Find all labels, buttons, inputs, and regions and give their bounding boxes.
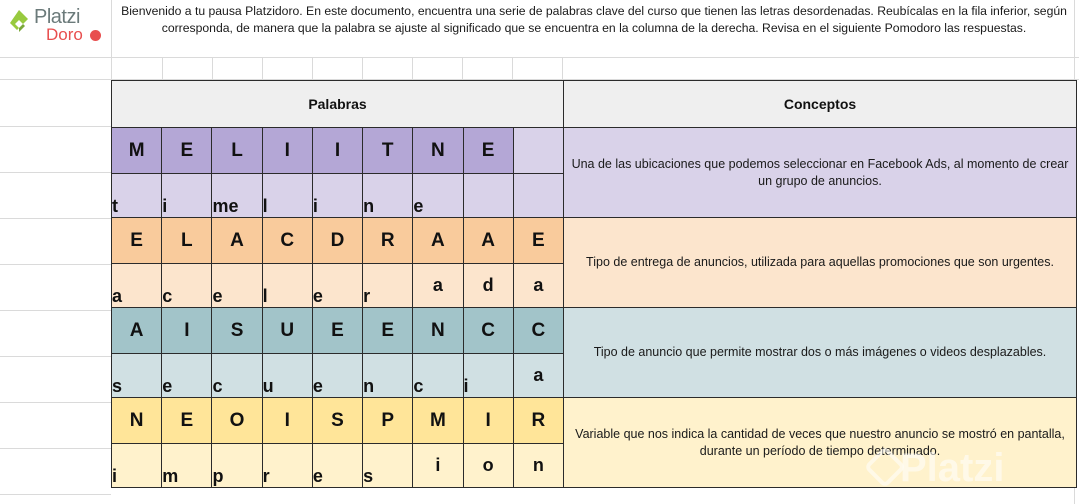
solution-letter-cell[interactable]: i bbox=[312, 174, 362, 218]
solution-letter-cell[interactable]: e bbox=[413, 174, 463, 218]
solution-letter-cell[interactable]: i bbox=[162, 174, 212, 218]
scrambled-letter-cell[interactable]: E bbox=[162, 128, 212, 174]
solution-letter-cell[interactable]: c bbox=[413, 354, 463, 398]
scrambled-letter-cell[interactable]: M bbox=[413, 398, 463, 444]
solution-letter-cell[interactable]: l bbox=[262, 174, 312, 218]
header-palabras: Palabras bbox=[112, 81, 564, 128]
concept-cell[interactable]: Tipo de entrega de anuncios, utilizada para aquellas promociones que son urgentes. bbox=[564, 218, 1077, 308]
scrambled-letter-cell[interactable]: N bbox=[413, 128, 463, 174]
concept-cell[interactable]: Variable que nos indica la cantidad de veces que nuestro anuncio se mostró en pantalla, durante un período de tiempo determinado. bbox=[564, 398, 1077, 488]
header-conceptos: Conceptos bbox=[564, 81, 1077, 128]
scrambled-letter-cell[interactable]: E bbox=[513, 218, 563, 264]
scrambled-row bbox=[112, 128, 1077, 174]
scrambled-letter-cell[interactable]: D bbox=[312, 218, 362, 264]
scrambled-letter-cell[interactable]: E bbox=[112, 218, 162, 264]
scrambled-letter-cell[interactable] bbox=[513, 128, 563, 174]
scrambled-letter-cell[interactable]: S bbox=[312, 398, 362, 444]
solution-letter-cell[interactable]: a bbox=[513, 264, 563, 308]
solution-letter-cell[interactable]: i bbox=[463, 354, 513, 398]
solution-letter-cell[interactable]: s bbox=[363, 444, 413, 488]
scrambled-letter-cell[interactable]: A bbox=[112, 308, 162, 354]
solution-letter-cell[interactable]: a bbox=[112, 264, 162, 308]
scrambled-letter-cell[interactable]: E bbox=[463, 128, 513, 174]
tomato-icon bbox=[90, 30, 101, 41]
instructions-text: Bienvenido a tu pausa Platzidoro. En este documento, encuentra una serie de palabras clave del curso que tienen las letras desordenadas. Reubícalas en la fila inferior, según corresponda, de manera que la palabra se ajuste al significado que se encuentra en la columna de la derecha. Revisa en el siguiente Pomodoro las respuestas. bbox=[121, 4, 1067, 35]
scrambled-letter-cell[interactable]: I bbox=[312, 128, 362, 174]
solution-letter-cell[interactable]: o bbox=[463, 444, 513, 488]
scrambled-letter-cell[interactable]: M bbox=[112, 128, 162, 174]
scrambled-letter-cell[interactable]: P bbox=[363, 398, 413, 444]
scrambled-letter-cell[interactable]: E bbox=[162, 398, 212, 444]
scrambled-letter-cell[interactable]: R bbox=[363, 218, 413, 264]
scrambled-letter-cell[interactable]: A bbox=[212, 218, 262, 264]
scrambled-letter-cell[interactable]: I bbox=[262, 398, 312, 444]
solution-letter-cell[interactable]: i bbox=[112, 444, 162, 488]
scrambled-letter-cell[interactable]: I bbox=[162, 308, 212, 354]
solution-letter-cell[interactable]: c bbox=[162, 264, 212, 308]
solution-letter-cell[interactable]: t bbox=[112, 174, 162, 218]
scrambled-letter-cell[interactable]: O bbox=[212, 398, 262, 444]
scrambled-letter-cell[interactable]: I bbox=[262, 128, 312, 174]
solution-letter-cell[interactable]: c bbox=[212, 354, 262, 398]
platzi-doro-logo bbox=[6, 4, 106, 48]
solution-letter-cell[interactable]: a bbox=[413, 264, 463, 308]
platzi-watermark: Platzi bbox=[900, 446, 1005, 490]
scrambled-letter-cell[interactable]: A bbox=[463, 218, 513, 264]
concept-cell[interactable]: Tipo de anuncio que permite mostrar dos o más imágenes o videos desplazables. bbox=[564, 308, 1077, 398]
logo-text-doro: Doro bbox=[46, 25, 83, 44]
scrambled-row bbox=[112, 398, 1077, 444]
solution-letter-cell[interactable]: r bbox=[363, 264, 413, 308]
solution-letter-cell[interactable]: i bbox=[413, 444, 463, 488]
scrambled-letter-cell[interactable]: L bbox=[162, 218, 212, 264]
scrambled-letter-cell[interactable]: T bbox=[363, 128, 413, 174]
solution-letter-cell[interactable]: u bbox=[262, 354, 312, 398]
solution-letter-cell[interactable] bbox=[513, 174, 563, 218]
scrambled-letter-cell[interactable]: N bbox=[413, 308, 463, 354]
solution-letter-cell[interactable]: e bbox=[312, 354, 362, 398]
scrambled-row bbox=[112, 218, 1077, 264]
solution-letter-cell[interactable]: e bbox=[312, 444, 362, 488]
logo-text-platzi: Platzi bbox=[34, 6, 80, 28]
platzi-logo-icon bbox=[6, 8, 32, 34]
word-puzzle-table bbox=[111, 80, 1077, 488]
solution-letter-cell[interactable]: me bbox=[212, 174, 262, 218]
solution-letter-cell[interactable]: s bbox=[112, 354, 162, 398]
solution-letter-cell[interactable]: p bbox=[212, 444, 262, 488]
scrambled-letter-cell[interactable]: E bbox=[312, 308, 362, 354]
solution-letter-cell[interactable]: n bbox=[363, 354, 413, 398]
scrambled-letter-cell[interactable]: A bbox=[413, 218, 463, 264]
scrambled-letter-cell[interactable]: C bbox=[463, 308, 513, 354]
scrambled-letter-cell[interactable]: N bbox=[112, 398, 162, 444]
scrambled-letter-cell[interactable]: C bbox=[262, 218, 312, 264]
concept-cell[interactable]: Una de las ubicaciones que podemos seleccionar en Facebook Ads, al momento de crear un grupo de anuncios. bbox=[564, 128, 1077, 218]
scrambled-letter-cell[interactable]: E bbox=[363, 308, 413, 354]
solution-letter-cell[interactable] bbox=[463, 174, 513, 218]
scrambled-letter-cell[interactable]: I bbox=[463, 398, 513, 444]
solution-letter-cell[interactable]: n bbox=[363, 174, 413, 218]
solution-letter-cell[interactable]: e bbox=[312, 264, 362, 308]
solution-letter-cell[interactable]: d bbox=[463, 264, 513, 308]
solution-letter-cell[interactable]: e bbox=[162, 354, 212, 398]
scrambled-row bbox=[112, 308, 1077, 354]
solution-letter-cell[interactable]: l bbox=[262, 264, 312, 308]
scrambled-letter-cell[interactable]: S bbox=[212, 308, 262, 354]
solution-letter-cell[interactable]: m bbox=[162, 444, 212, 488]
solution-letter-cell[interactable]: a bbox=[513, 354, 563, 398]
solution-letter-cell[interactable]: r bbox=[262, 444, 312, 488]
solution-letter-cell[interactable]: n bbox=[513, 444, 563, 488]
scrambled-letter-cell[interactable]: L bbox=[212, 128, 262, 174]
solution-letter-cell[interactable]: e bbox=[212, 264, 262, 308]
scrambled-letter-cell[interactable]: R bbox=[513, 398, 563, 444]
scrambled-letter-cell[interactable]: U bbox=[262, 308, 312, 354]
scrambled-letter-cell[interactable]: C bbox=[513, 308, 563, 354]
